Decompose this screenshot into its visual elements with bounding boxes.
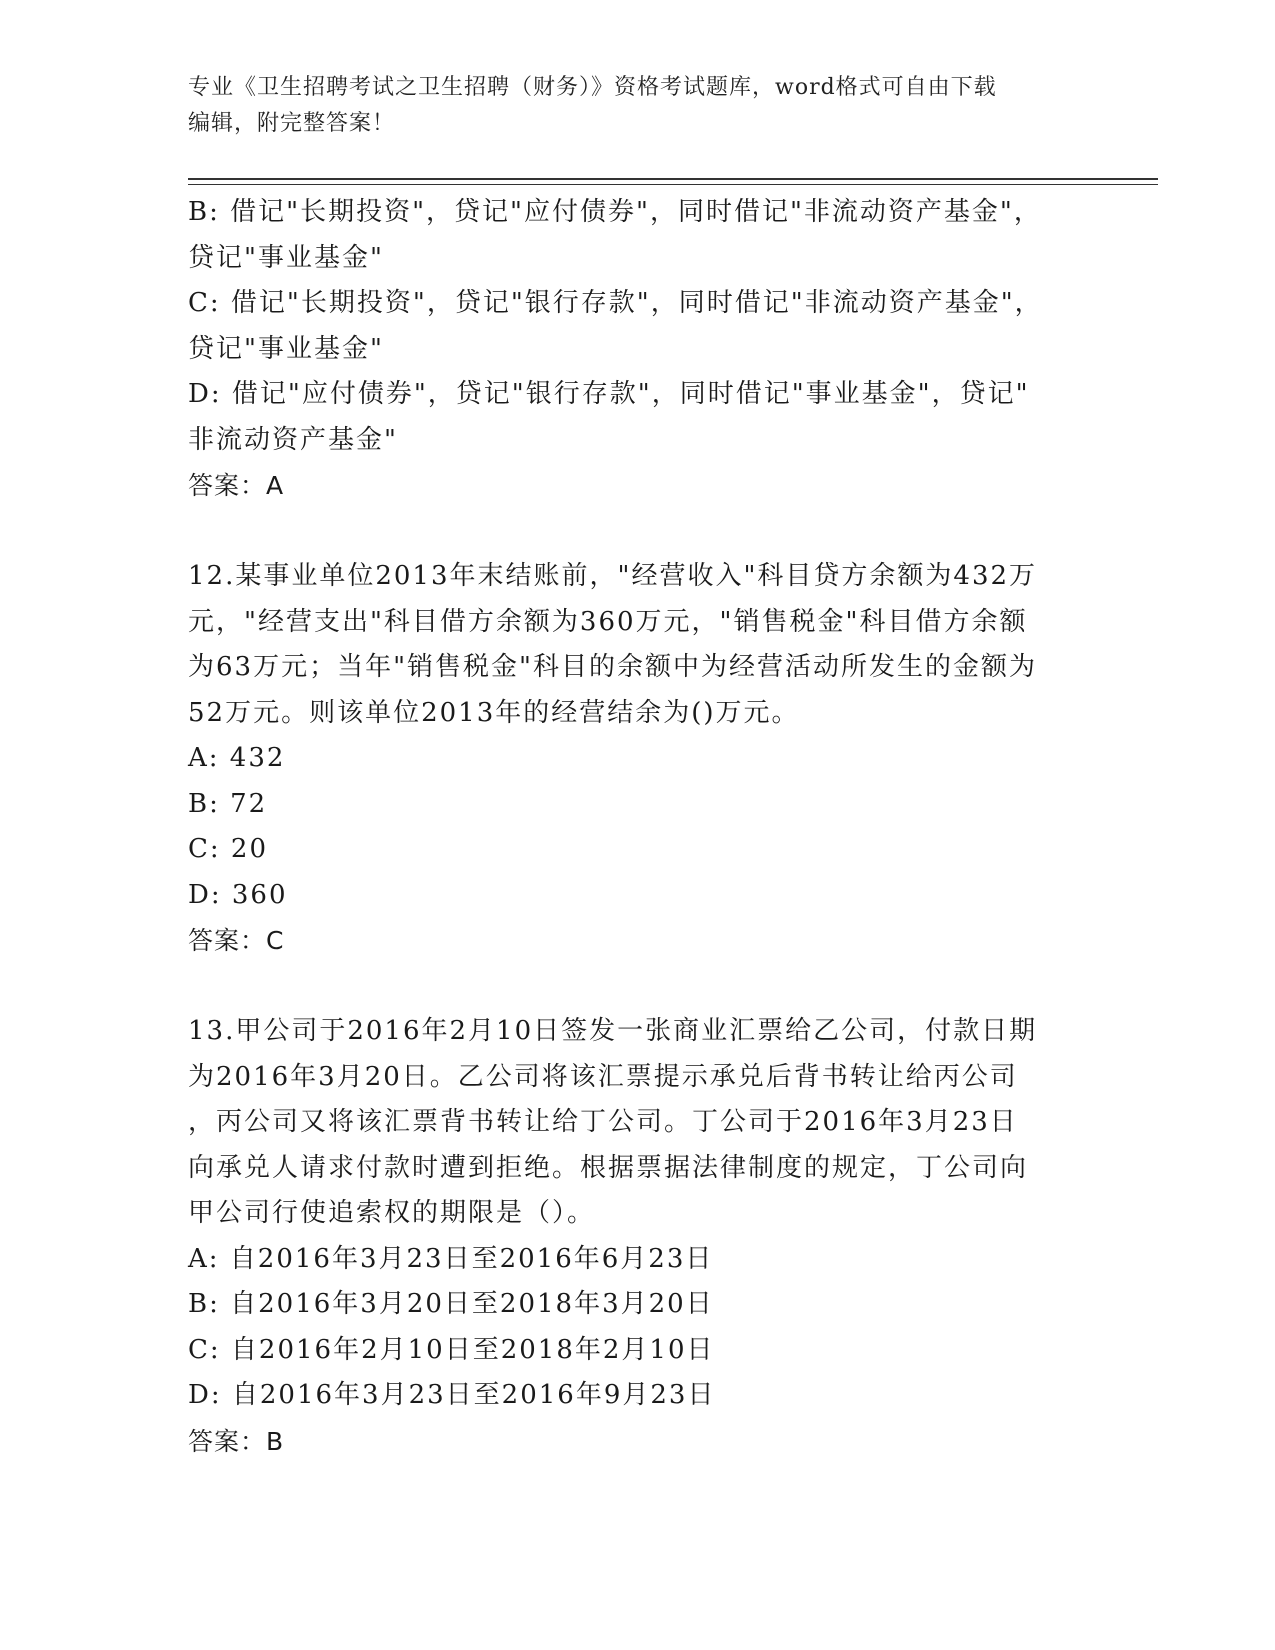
q13-option-b: B: 自2016年3月20日至2018年3月20日: [188, 1289, 714, 1319]
document-body: [188, 190, 1088, 1464]
document-header: [188, 70, 1088, 142]
q13-stem-line-1: 13.甲公司于2016年2月10日签发一张商业汇票给乙公司，付款日期: [188, 1016, 1038, 1046]
q13-option-d: D: 自2016年3月23日至2016年9月23日: [188, 1380, 716, 1410]
q12-option-a: A: 432: [188, 743, 286, 773]
q11-answer: 答案：A: [188, 471, 285, 500]
q12-stem-line-2: 元，"经营支出"科目借方余额为360万元，"销售税金"科目借方余额: [188, 606, 1028, 637]
q13-option-a: A: 自2016年3月23日至2016年6月23日: [188, 1243, 714, 1274]
q12-option-d: D: 360: [188, 879, 288, 910]
header-divider-thick: [188, 178, 1158, 180]
question-11: [188, 190, 1088, 509]
q12-stem-line-3: 为63万元；当年"销售税金"科目的余额中为经营活动所发生的金额为: [188, 652, 1038, 682]
q12-answer: 答案：C: [188, 926, 285, 955]
q12-stem-line-4: 52万元。则该单位2013年的经营结余为()万元。: [188, 697, 800, 728]
q11-option-d-line-1: D: 借记"应付债券"，贷记"银行存款"，同时借记"事业基金"，贷记": [188, 379, 1030, 409]
q11-option-c-line-1: C: 借记"长期投资"，贷记"银行存款"，同时借记"非流动资产基金"，: [188, 288, 1043, 318]
header-line-2: 编辑，附完整答案！: [188, 111, 396, 136]
q13-stem-line-5: 甲公司行使追索权的期限是（）。: [188, 1198, 596, 1228]
q13-stem-line-3: ，丙公司又将该汇票背书转让给丁公司。丁公司于2016年3月23日: [188, 1107, 1018, 1137]
header-line-1: 专业《卫生招聘考试之卫生招聘（财务）》资格考试题库，word格式可自由下载: [188, 75, 997, 100]
question-13: [188, 1009, 1088, 1464]
q13-stem-line-2: 为2016年3月20日。乙公司将该汇票提示承兑后背书转让给丙公司: [188, 1061, 1018, 1092]
question-12: [188, 554, 1088, 964]
q11-option-d-line-2: 非流动资产基金": [188, 424, 398, 455]
q12-stem-line-1: 12.某事业单位2013年末结账前，"经营收入"科目贷方余额为432万: [188, 561, 1038, 591]
q12-option-b: B: 72: [188, 788, 268, 819]
q13-stem-line-4: 向承兑人请求付款时遭到拒绝。根据票据法律制度的规定，丁公司向: [188, 1152, 1029, 1183]
q11-option-c-line-2: 贷记"事业基金": [188, 333, 384, 364]
q13-option-c: C: 自2016年2月10日至2018年2月10日: [188, 1334, 715, 1365]
q11-option-b-line-2: 贷记"事业基金": [188, 242, 384, 273]
q13-answer: 答案：B: [188, 1426, 285, 1456]
spacer: [188, 964, 1088, 1010]
header-divider-thin: [188, 184, 1158, 185]
q11-option-b-line-1: B: 借记"长期投资"，贷记"应付债券"，同时借记"非流动资产基金"，: [188, 197, 1042, 227]
spacer: [188, 509, 1088, 555]
q12-option-c: C: 20: [188, 834, 269, 864]
